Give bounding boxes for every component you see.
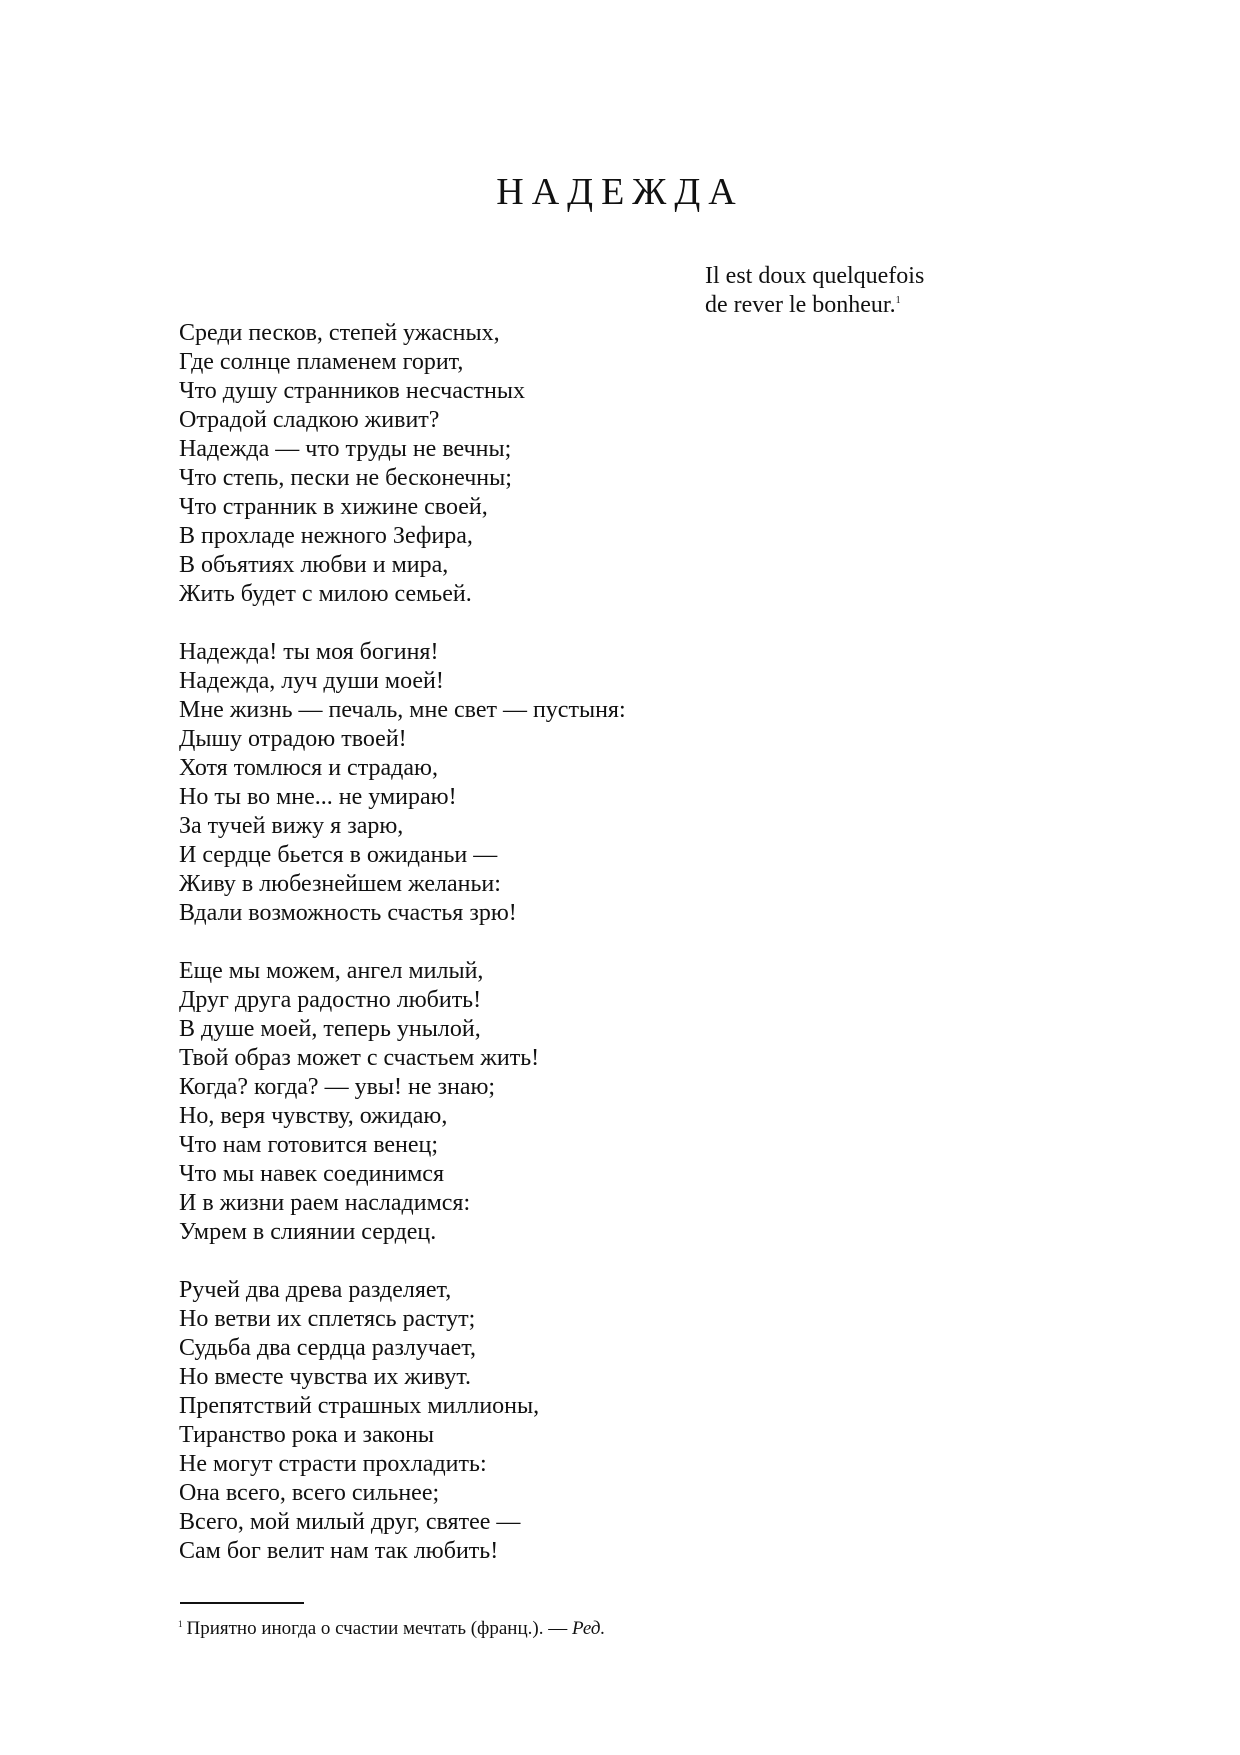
verse-line: Что степь, пески не бесконечны; xyxy=(179,465,512,491)
verse-line: Что нам готовится венец; xyxy=(179,1132,439,1158)
poem-body xyxy=(179,319,626,1595)
epigraph-line-2 xyxy=(705,291,924,320)
verse-line: Живу в любезнейшем желаньи: xyxy=(179,871,501,897)
verse-line: Дышу отрадою твоей! xyxy=(179,726,407,752)
stanza-4 xyxy=(179,1276,626,1566)
verse-line: Еще мы можем, ангел милый, xyxy=(179,958,484,984)
verse-line: Препятствий страшных миллионы, xyxy=(179,1393,540,1419)
stanza-1 xyxy=(179,319,626,609)
epigraph-line-2-text: de rever le bonheur. xyxy=(705,292,896,318)
verse-line: Она всего, всего сильнее; xyxy=(179,1480,440,1506)
verse-line: За тучей вижу я зарю, xyxy=(179,813,404,839)
verse-line: Хотя томлюся и страдаю, xyxy=(179,755,438,781)
verse-line: Но вместе чувства их живут. xyxy=(179,1364,472,1390)
verse-line: Надежда! ты моя богиня! xyxy=(179,639,439,665)
verse-line: В прохладе нежного Зефира, xyxy=(179,523,473,549)
verse-line: Но, веря чувству, ожидаю, xyxy=(179,1103,448,1129)
verse-line: Когда? когда? — увы! не знаю; xyxy=(179,1074,496,1100)
verse-line: Но ветви их сплетясь растут; xyxy=(179,1306,476,1332)
epigraph xyxy=(705,262,924,320)
footnote-divider xyxy=(180,1602,304,1604)
verse-line: Твой образ может с счастьем жить! xyxy=(179,1045,540,1071)
verse-line: Всего, мой милый друг, святее — xyxy=(179,1509,521,1535)
verse-line: Сам бог велит нам так любить! xyxy=(179,1538,499,1564)
verse-line: Что душу странников несчастных xyxy=(179,378,525,404)
verse-line: Судьба два сердца разлучает, xyxy=(179,1335,476,1361)
footnote xyxy=(178,1617,605,1641)
footnote-reference[interactable]: 1 xyxy=(895,295,901,306)
verse-line: Вдали возможность счастья зрю! xyxy=(179,900,517,926)
verse-line: Ручей два древа разделяет, xyxy=(179,1277,452,1303)
stanza-3 xyxy=(179,957,626,1247)
poem-title: НАДЕЖДА xyxy=(496,171,744,213)
verse-line: Мне жизнь — печаль, мне свет — пустыня: xyxy=(179,697,626,723)
verse-line: В объятиях любви и мира, xyxy=(179,552,449,578)
verse-line: Умрем в слиянии сердец. xyxy=(179,1219,437,1245)
verse-line: Не могут страсти прохладить: xyxy=(179,1451,487,1477)
footnote-text: Приятно иногда о счастии мечтать (франц.). — xyxy=(186,1618,572,1639)
footnote-editor: Ред. xyxy=(571,1618,606,1639)
verse-line: Среди песков, степей ужасных, xyxy=(179,320,500,346)
footnote-mark: 1 xyxy=(178,1618,183,1629)
verse-line: Что мы навек соединимся xyxy=(179,1161,444,1187)
verse-line: Жить будет с милою семьей. xyxy=(179,581,472,607)
verse-line: Друг друга радостно любить! xyxy=(179,987,482,1013)
verse-line: Тиранство рока и законы xyxy=(179,1422,435,1448)
verse-line: Где солнце пламенем горит, xyxy=(179,349,464,375)
verse-line: И сердце бьется в ожиданьи — xyxy=(179,842,498,868)
verse-line: Что странник в хижине своей, xyxy=(179,494,488,520)
verse-line: Но ты во мне... не умираю! xyxy=(179,784,457,810)
verse-line: В душе моей, теперь унылой, xyxy=(179,1016,481,1042)
verse-line: И в жизни раем насладимся: xyxy=(179,1190,471,1216)
stanza-2 xyxy=(179,638,626,928)
verse-line: Надежда, луч души моей! xyxy=(179,668,444,694)
verse-line: Надежда — что труды не вечны; xyxy=(179,436,512,462)
epigraph-line-1: Il est doux quelquefois xyxy=(705,263,925,289)
verse-line: Отрадой сладкою живит? xyxy=(179,407,440,433)
